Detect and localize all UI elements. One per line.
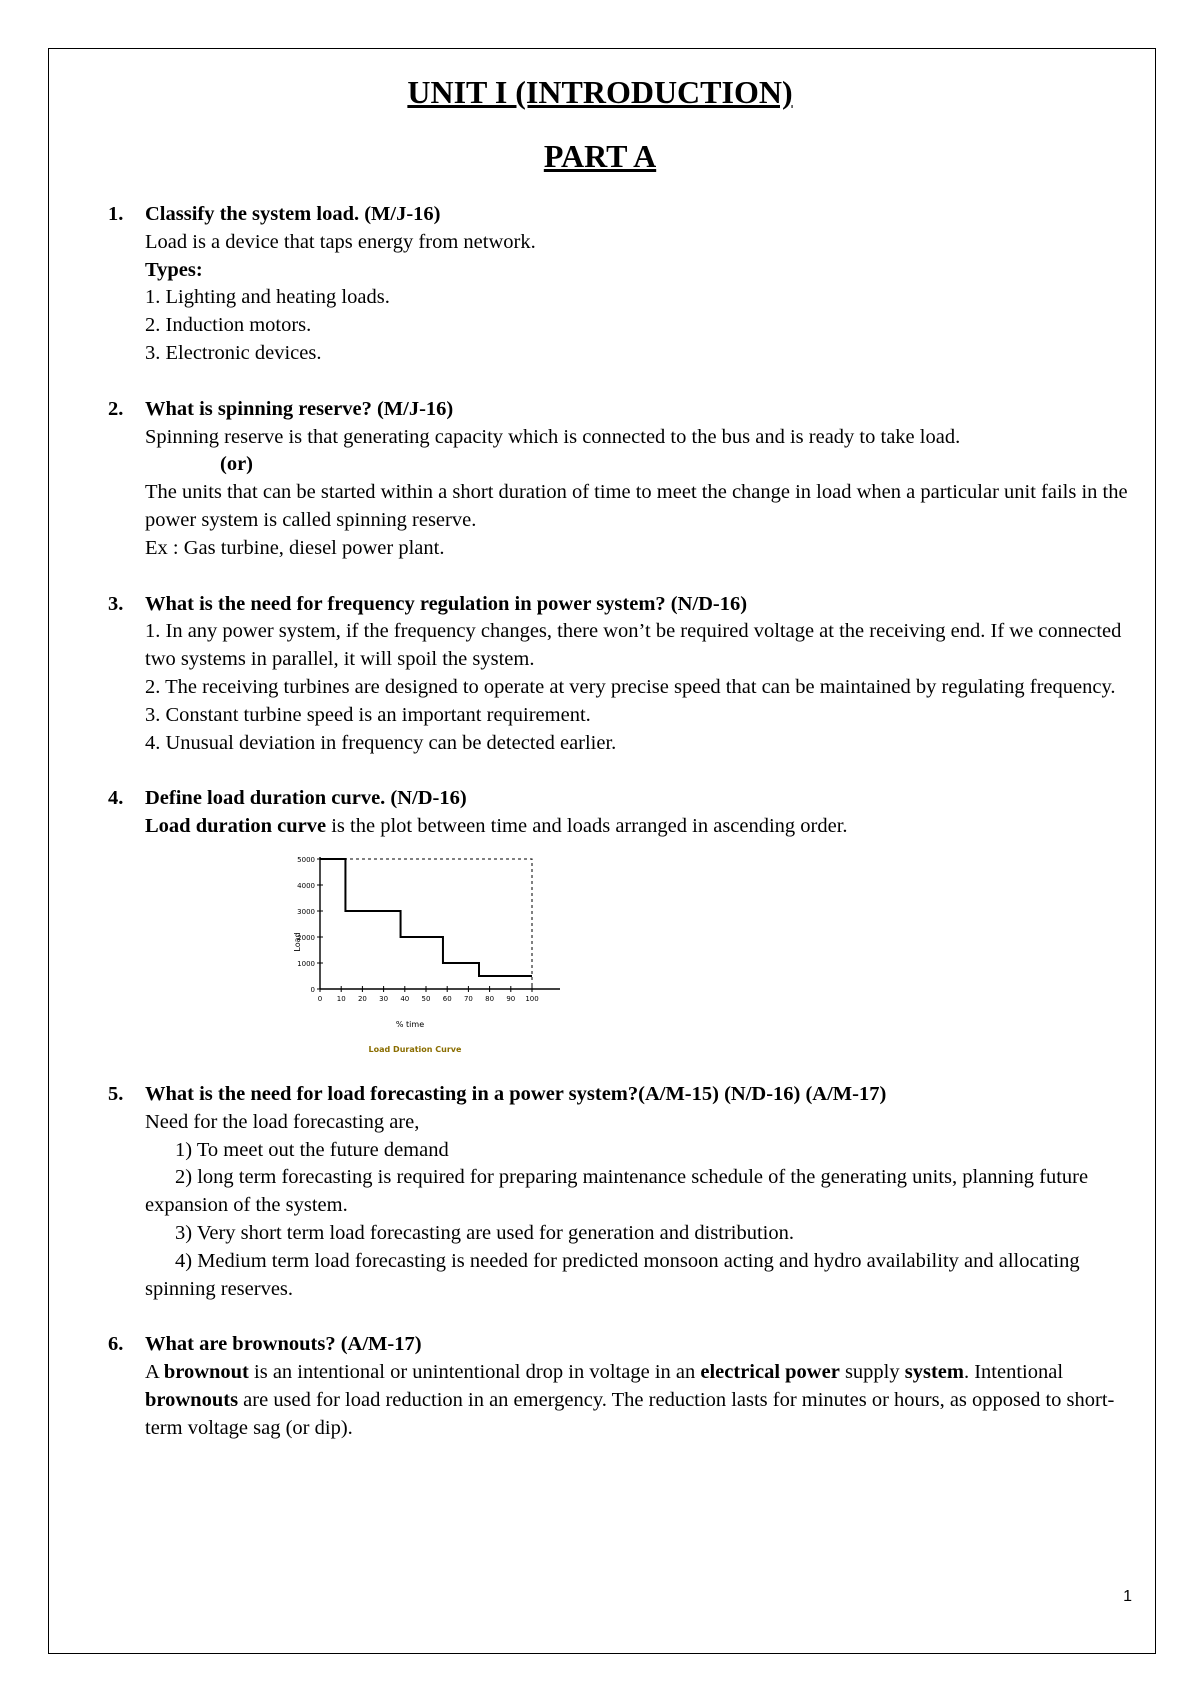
chart-axes — [320, 857, 560, 989]
load-duration-chart — [290, 847, 590, 1059]
answer-line: 4. Unusual deviation in frequency can be detected earlier. — [145, 731, 617, 754]
chart-series — [320, 859, 532, 989]
x-tick-label: 50 — [421, 994, 431, 1003]
answer-subheading: Types: — [145, 258, 203, 281]
or-separator: (or) — [220, 453, 254, 476]
question-list — [108, 201, 1138, 1471]
definition-text: is the plot between time and loads arranged in ascending order. — [326, 815, 848, 838]
question-number: 6. — [108, 1333, 124, 1356]
x-tick-label: 60 — [442, 994, 452, 1003]
question-6 — [108, 1331, 1138, 1442]
y-tick-label: 2000 — [297, 933, 315, 942]
answer-line: 3) Very short term load forecasting are used for generation and distribution. — [175, 1221, 794, 1244]
x-tick-label: 70 — [463, 994, 473, 1003]
y-tick-labels — [297, 856, 323, 994]
bold-term: system — [904, 1361, 964, 1384]
answer-line: 3. Constant turbine speed is an important requirement. — [145, 703, 591, 726]
y-tick-label: 1000 — [297, 959, 315, 968]
answer-line: 4) Medium term load forecasting is needed for predicted monsoon acting and hydro availability and allocating spinning reserves. — [145, 1249, 1080, 1300]
text-run: supply — [839, 1361, 905, 1384]
chart-title: Load Duration Curve — [368, 1044, 462, 1054]
answer-line: 2. The receiving turbines are designed to operate at very precise speed that can be maintained by regulating frequency. — [145, 675, 1116, 698]
question-2 — [108, 396, 1138, 563]
question-number: 2. — [108, 397, 124, 420]
question-heading: What is the need for frequency regulation in power system? (N/D-16) — [145, 592, 748, 615]
answer-line: 1. Lighting and heating loads. — [145, 286, 390, 309]
x-tick-label: 20 — [357, 994, 367, 1003]
x-tick-label: 10 — [336, 994, 346, 1003]
page-title: UNIT I (INTRODUCTION) — [407, 74, 793, 110]
y-tick-label: 4000 — [297, 881, 315, 890]
answer-line: 2. Induction motors. — [145, 314, 312, 337]
y-tick-label: 3000 — [297, 907, 315, 916]
question-4 — [108, 785, 1138, 1059]
answer-line: 1) To meet out the future demand — [175, 1138, 449, 1161]
question-heading: Classify the system load. (M/J-16) — [145, 203, 441, 225]
question-heading: What are brownouts? (A/M-17) — [145, 1333, 422, 1356]
bold-term: electrical power — [700, 1361, 840, 1384]
question-number: 1. — [108, 203, 124, 225]
definition-line — [145, 813, 1138, 841]
answer-line: 2) long term forecasting is required for preparing maintenance schedule of the generating units, planning future expansion of the system. — [145, 1166, 1089, 1217]
text-run: are used for load reduction in an emergency. The reduction lasts for minutes or hours, as opposed to short-term voltage sag (or dip). — [145, 1388, 1115, 1439]
text-run: A — [145, 1361, 164, 1384]
question-heading: Define load duration curve. (N/D-16) — [145, 787, 467, 810]
x-tick-label: 30 — [379, 994, 389, 1003]
text-run: . Intentional — [963, 1361, 1064, 1384]
question-heading: What is the need for load forecasting in a power system?(A/M-15) (N/D-16) (A/M-17) — [145, 1082, 887, 1105]
load-step-line — [320, 859, 532, 976]
page-subtitle: PART A — [543, 138, 657, 174]
question-heading: What is spinning reserve? (M/J-16) — [145, 397, 454, 420]
bold-term: brownouts — [145, 1388, 239, 1411]
x-tick-label: 80 — [485, 994, 495, 1003]
question-3 — [108, 591, 1138, 758]
x-tick-label: 40 — [400, 994, 410, 1003]
answer-line: Load is a device that taps energy from network. — [145, 230, 536, 253]
question-5 — [108, 1081, 1138, 1303]
answer-line: Spinning reserve is that generating capacity which is connected to the bus and is ready to take load. — [145, 425, 961, 448]
y-axis-label: Load — [293, 932, 302, 952]
reference-box-line — [320, 859, 532, 989]
x-tick-label: 100 — [525, 994, 539, 1003]
x-tick-label: 0 — [317, 994, 323, 1003]
answer-line: Need for the load forecasting are, — [145, 1110, 420, 1133]
bold-term: brownout — [163, 1361, 249, 1384]
y-tick-label: 5000 — [297, 855, 315, 864]
x-tick-label: 90 — [506, 994, 516, 1003]
question-number: 3. — [108, 592, 124, 615]
x-axis-label: % time — [395, 1019, 425, 1029]
question-number: 5. — [108, 1082, 124, 1105]
answer-line: Ex : Gas turbine, diesel power plant. — [145, 536, 445, 559]
answer-line: The units that can be started within a short duration of time to meet the change in load when a particular unit fails in the power system is called spinning reserve. — [145, 481, 1128, 531]
answer-line: 3. Electronic devices. — [145, 341, 322, 364]
question-number: 4. — [108, 787, 124, 810]
text-run: is an intentional or unintentional drop in voltage in an — [248, 1361, 701, 1384]
y-tick-label: 0 — [310, 985, 315, 994]
defined-term: Load duration curve — [145, 815, 327, 838]
page-number: 1 — [1123, 1588, 1132, 1605]
answer-line: 1. In any power system, if the frequency changes, there won’t be required voltage at the receiving end. If we connected two systems in parallel, it will spoil the system. — [145, 620, 1122, 671]
question-1 — [108, 201, 1138, 368]
answer-paragraph — [145, 1359, 1138, 1442]
